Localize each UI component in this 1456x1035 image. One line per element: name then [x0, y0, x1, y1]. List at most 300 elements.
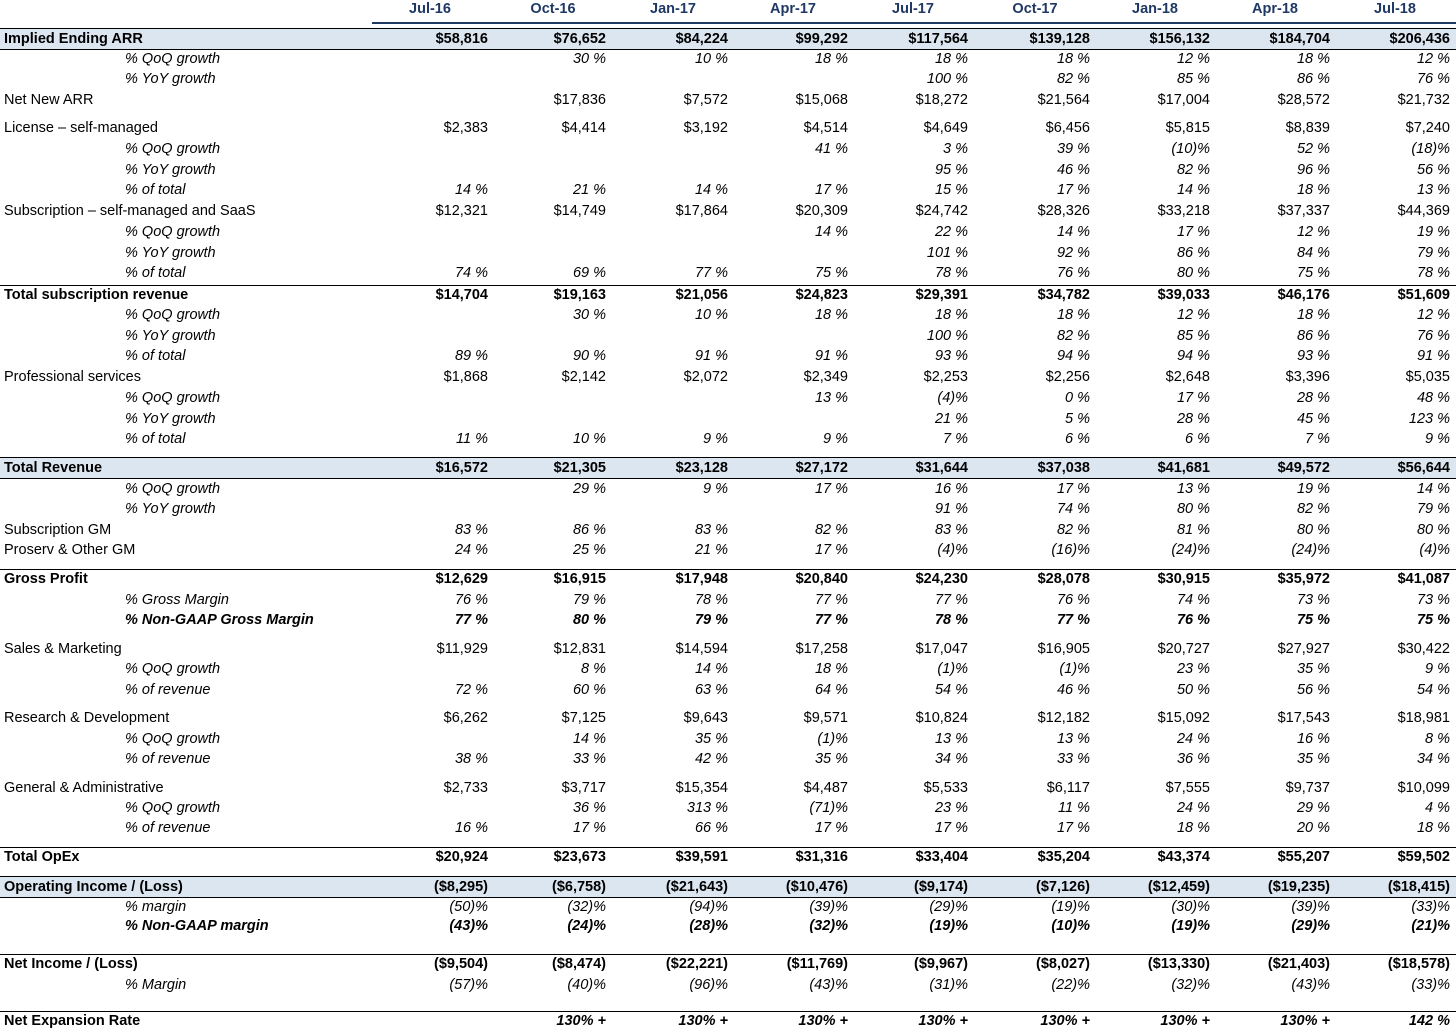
cell-value: 17 %	[1176, 390, 1210, 406]
cell-value: $17,864	[675, 203, 728, 219]
cell-value: 14 %	[814, 224, 848, 240]
cell-value: $59,502	[1397, 849, 1450, 865]
cell-value: 76 %	[454, 592, 488, 608]
table-row	[0, 202, 1456, 223]
cell-value: $28,326	[1037, 203, 1090, 219]
cell-value: $31,644	[915, 460, 968, 476]
cell-value: $21,056	[675, 287, 728, 303]
cell-value: 21 %	[694, 542, 728, 558]
cell-value: 82 %	[1296, 501, 1330, 517]
row-label: % margin	[125, 899, 187, 915]
cell-value: 24 %	[454, 542, 488, 558]
row-label: Net Expansion Rate	[4, 1013, 141, 1029]
cell-value: 79 %	[694, 612, 728, 628]
cell-value: 48 %	[1416, 390, 1450, 406]
cell-value: 18 %	[934, 51, 968, 67]
cell-value: $20,924	[435, 849, 488, 865]
cell-value: 35 %	[694, 731, 728, 747]
cell-value: $15,354	[675, 780, 728, 796]
cell-value: 21 %	[572, 182, 606, 198]
cell-value: $3,396	[1285, 369, 1330, 385]
cell-value: ($9,967)	[913, 956, 968, 972]
cell-value: $46,176	[1277, 287, 1330, 303]
cell-value: (19)%	[1051, 899, 1090, 915]
table-row	[0, 799, 1456, 820]
cell-value: $27,927	[1277, 641, 1330, 657]
cell-value: $5,815	[1165, 120, 1210, 136]
cell-value: $21,305	[553, 460, 606, 476]
cell-value: 28 %	[1296, 390, 1330, 406]
cell-value: 81 %	[1176, 522, 1210, 538]
cell-value: $49,572	[1277, 460, 1330, 476]
cell-value: $4,414	[561, 120, 606, 136]
cell-value: $17,836	[553, 92, 606, 108]
cell-value: (16)%	[1051, 542, 1090, 558]
cell-value: 46 %	[1056, 162, 1090, 178]
cell-value: 64 %	[814, 682, 848, 698]
cell-value: $18,272	[915, 92, 968, 108]
cell-value: ($22,221)	[665, 956, 728, 972]
cell-value: (24)%	[1171, 542, 1210, 558]
cell-value: 86 %	[1296, 328, 1330, 344]
cell-value: $16,572	[435, 460, 488, 476]
cell-value: 41 %	[814, 141, 848, 157]
cell-value: (29)%	[1291, 918, 1330, 934]
table-row	[0, 223, 1456, 244]
cell-value: (94)%	[689, 899, 728, 915]
table-row	[0, 306, 1456, 327]
cell-value: $17,948	[675, 571, 728, 587]
cell-value: $23,128	[675, 460, 728, 476]
table-row	[0, 819, 1456, 840]
cell-value: 76 %	[1416, 71, 1450, 87]
cell-value: $1,868	[443, 369, 488, 385]
cell-value: $37,337	[1277, 203, 1330, 219]
cell-value: ($10,476)	[785, 879, 848, 895]
cell-value: 77 %	[454, 612, 488, 628]
cell-value: 7 %	[1305, 431, 1330, 447]
cell-value: 13 %	[934, 731, 968, 747]
table-row	[0, 327, 1456, 348]
cell-value: 7 %	[943, 431, 968, 447]
cell-value: $28,572	[1277, 92, 1330, 108]
cell-value: $84,224	[675, 31, 728, 47]
cell-value: $17,004	[1157, 92, 1210, 108]
cell-value: 130% +	[678, 1013, 728, 1029]
cell-value: 86 %	[1296, 71, 1330, 87]
cell-value: 130% +	[1160, 1013, 1210, 1029]
cell-value: 4 %	[1425, 800, 1450, 816]
cell-value: $11,929	[436, 641, 488, 657]
cell-value: $31,316	[795, 849, 848, 865]
cell-value: 77 %	[694, 265, 728, 281]
cell-value: 23 %	[934, 800, 968, 816]
table-row	[0, 410, 1456, 431]
cell-value: $14,704	[435, 287, 488, 303]
cell-value: 76 %	[1416, 328, 1450, 344]
cell-value: 74 %	[454, 265, 488, 281]
table-row	[0, 730, 1456, 751]
cell-value: ($8,027)	[1035, 956, 1090, 972]
cell-value: $39,033	[1157, 287, 1210, 303]
table-row	[0, 611, 1456, 632]
cell-value: 66 %	[694, 820, 728, 836]
cell-value: $33,404	[915, 849, 968, 865]
cell-value: 17 %	[934, 820, 968, 836]
cell-value: 78 %	[694, 592, 728, 608]
cell-value: (28)%	[689, 918, 728, 934]
cell-value: $3,717	[561, 780, 606, 796]
cell-value: $6,117	[1046, 780, 1090, 796]
row-label: % Non-GAAP margin	[125, 918, 269, 934]
cell-value: $58,816	[435, 31, 488, 47]
cell-value: 13 %	[1176, 481, 1210, 497]
cell-value: $206,436	[1389, 31, 1450, 47]
cell-value: 91 %	[934, 501, 968, 517]
cell-value: 52 %	[1296, 141, 1330, 157]
cell-value: ($6,758)	[551, 879, 606, 895]
cell-value: $30,915	[1157, 571, 1210, 587]
cell-value: (39)%	[809, 899, 848, 915]
table-row	[0, 681, 1456, 702]
row-label: % QoQ growth	[125, 731, 221, 747]
cell-value: 34 %	[934, 751, 968, 767]
cell-value: 13 %	[1416, 182, 1450, 198]
table-row	[0, 480, 1456, 501]
cell-value: $17,258	[795, 641, 848, 657]
cell-value: $41,681	[1157, 460, 1210, 476]
cell-value: 5 %	[1065, 411, 1090, 427]
cell-value: $16,905	[1037, 641, 1090, 657]
cell-value: 29 %	[1296, 800, 1330, 816]
cell-value: 63 %	[694, 682, 728, 698]
column-header-row	[372, 0, 1456, 24]
column-header: Oct-17	[1012, 1, 1058, 17]
cell-value: 84 %	[1296, 245, 1330, 261]
table-row	[0, 70, 1456, 91]
cell-value: (32)%	[809, 918, 848, 934]
cell-value: 82 %	[814, 522, 848, 538]
cell-value: 17 %	[1056, 820, 1090, 836]
cell-value: 14 %	[454, 182, 488, 198]
cell-value: $7,555	[1165, 780, 1210, 796]
cell-value: 77 %	[814, 612, 848, 628]
cell-value: $37,038	[1037, 460, 1090, 476]
cell-value: 18 %	[1416, 820, 1450, 836]
row-label: % of revenue	[125, 820, 211, 836]
row-label: Subscription – self-managed and SaaS	[4, 203, 256, 219]
cell-value: 93 %	[934, 348, 968, 364]
cell-value: 17 %	[1176, 224, 1210, 240]
cell-value: 91 %	[694, 348, 728, 364]
cell-value: 6 %	[1065, 431, 1090, 447]
cell-value: 85 %	[1176, 71, 1210, 87]
cell-value: 11 %	[1058, 800, 1090, 816]
cell-value: $12,831	[553, 641, 606, 657]
cell-value: 16 %	[934, 481, 968, 497]
cell-value: 3 %	[943, 141, 968, 157]
cell-value: ($8,295)	[433, 879, 488, 895]
cell-value: 73 %	[1416, 592, 1450, 608]
cell-value: $51,609	[1397, 287, 1450, 303]
column-header: Jan-17	[650, 1, 696, 17]
cell-value: 76 %	[1056, 265, 1090, 281]
cell-value: 10 %	[572, 431, 606, 447]
cell-value: $35,204	[1037, 849, 1090, 865]
table-row	[0, 368, 1456, 389]
cell-value: (1)%	[937, 661, 968, 677]
row-label: % QoQ growth	[125, 390, 221, 406]
cell-value: $76,652	[553, 31, 606, 47]
cell-value: 92 %	[1056, 245, 1090, 261]
cell-value: 42 %	[694, 751, 728, 767]
cell-value: 46 %	[1056, 682, 1090, 698]
cell-value: ($21,403)	[1267, 956, 1330, 972]
cell-value: $2,648	[1165, 369, 1210, 385]
cell-value: (32)%	[1171, 977, 1210, 993]
cell-value: 36 %	[572, 800, 606, 816]
cell-value: 13 %	[1056, 731, 1090, 747]
cell-value: 76 %	[1056, 592, 1090, 608]
table-row	[0, 898, 1456, 919]
cell-value: $5,533	[923, 780, 968, 796]
cell-value: 12 %	[1176, 307, 1210, 323]
cell-value: $139,128	[1029, 31, 1090, 47]
cell-value: $19,163	[553, 287, 606, 303]
table-row	[0, 500, 1456, 521]
cell-value: 29 %	[572, 481, 606, 497]
cell-value: 6 %	[1185, 431, 1210, 447]
cell-value: $18,981	[1397, 710, 1450, 726]
cell-value: 313 %	[686, 800, 728, 816]
row-label: % of total	[125, 265, 186, 281]
row-label: Total Revenue	[4, 460, 103, 476]
cell-value: 30 %	[572, 307, 606, 323]
cell-value: 142 %	[1408, 1013, 1450, 1029]
cell-value: ($12,459)	[1147, 879, 1210, 895]
cell-value: $27,172	[795, 460, 848, 476]
cell-value: $2,349	[803, 369, 848, 385]
cell-value: 14 %	[1176, 182, 1210, 198]
table-row	[0, 285, 1456, 306]
cell-value: $41,087	[1397, 571, 1450, 587]
table-row	[0, 876, 1456, 898]
cell-value: 17 %	[814, 182, 848, 198]
cell-value: ($9,504)	[433, 956, 488, 972]
cell-value: 82 %	[1176, 162, 1210, 178]
row-label: Professional services	[4, 369, 141, 385]
table-row	[0, 140, 1456, 161]
cell-value: 18 %	[1296, 182, 1330, 198]
cell-value: 28 %	[1176, 411, 1210, 427]
table-row	[0, 521, 1456, 542]
cell-value: (96)%	[689, 977, 728, 993]
cell-value: $4,487	[803, 780, 848, 796]
cell-value: 89 %	[454, 348, 488, 364]
row-label: % YoY growth	[125, 71, 216, 87]
cell-value: $17,543	[1277, 710, 1330, 726]
cell-value: (33)%	[1411, 899, 1450, 915]
cell-value: 96 %	[1296, 162, 1330, 178]
cell-value: $14,749	[553, 203, 606, 219]
cell-value: $2,256	[1045, 369, 1090, 385]
cell-value: (19)%	[1171, 918, 1210, 934]
cell-value: 80 %	[572, 612, 606, 628]
cell-value: 30 %	[572, 51, 606, 67]
cell-value: $9,571	[803, 710, 848, 726]
cell-value: $2,733	[443, 780, 488, 796]
cell-value: 9 %	[1425, 661, 1450, 677]
cell-value: 18 %	[814, 307, 848, 323]
cell-value: $30,422	[1397, 641, 1450, 657]
cell-value: 74 %	[1176, 592, 1210, 608]
cell-value: (32)%	[567, 899, 606, 915]
cell-value: $15,068	[795, 92, 848, 108]
cell-value: 36 %	[1176, 751, 1210, 767]
cell-value: $99,292	[795, 31, 848, 47]
cell-value: ($11,769)	[786, 956, 848, 972]
cell-value: 56 %	[1296, 682, 1330, 698]
row-label: % of total	[125, 431, 186, 447]
cell-value: 17 %	[572, 820, 606, 836]
cell-value: 94 %	[1176, 348, 1210, 364]
row-label: % of revenue	[125, 751, 211, 767]
cell-value: 86 %	[572, 522, 606, 538]
cell-value: $6,262	[443, 710, 488, 726]
cell-value: 45 %	[1296, 411, 1330, 427]
cell-value: $12,182	[1037, 710, 1090, 726]
cell-value: 19 %	[1416, 224, 1450, 240]
cell-value: 80 %	[1416, 522, 1450, 538]
cell-value: 14 %	[694, 661, 728, 677]
table-row	[0, 709, 1456, 730]
cell-value: $156,132	[1149, 31, 1210, 47]
cell-value: $35,972	[1277, 571, 1330, 587]
cell-value: (43)%	[809, 977, 848, 993]
cell-value: (57)%	[449, 977, 488, 993]
cell-value: (50)%	[449, 899, 488, 915]
cell-value: 130% +	[1040, 1013, 1090, 1029]
cell-value: 17 %	[1056, 182, 1090, 198]
cell-value: 60 %	[572, 682, 606, 698]
table-row	[0, 976, 1456, 997]
cell-value: $8,839	[1285, 120, 1330, 136]
row-label: % of revenue	[125, 682, 211, 698]
row-label: % YoY growth	[125, 501, 216, 517]
cell-value: 15 %	[934, 182, 968, 198]
cell-value: 17 %	[1056, 481, 1090, 497]
cell-value: $33,218	[1157, 203, 1210, 219]
cell-value: 16 %	[454, 820, 488, 836]
cell-value: 11 %	[456, 431, 488, 447]
cell-value: 85 %	[1176, 328, 1210, 344]
cell-value: $55,207	[1277, 849, 1330, 865]
cell-value: $12,629	[435, 571, 488, 587]
cell-value: 35 %	[1296, 661, 1330, 677]
cell-value: 35 %	[1296, 751, 1330, 767]
cell-value: (39)%	[1291, 899, 1330, 915]
cell-value: 8 %	[1425, 731, 1450, 747]
row-label: Total OpEx	[4, 849, 80, 865]
cell-value: 95 %	[934, 162, 968, 178]
cell-value: 0 %	[1065, 390, 1090, 406]
cell-value: $9,643	[683, 710, 728, 726]
cell-value: 130% +	[918, 1013, 968, 1029]
cell-value: 9 %	[1425, 431, 1450, 447]
cell-value: 33 %	[1056, 751, 1090, 767]
table-row	[0, 28, 1456, 50]
cell-value: 12 %	[1176, 51, 1210, 67]
cell-value: 75 %	[814, 265, 848, 281]
cell-value: ($13,330)	[1147, 956, 1210, 972]
table-row	[0, 640, 1456, 661]
cell-value: $15,092	[1157, 710, 1210, 726]
row-label: Sales & Marketing	[4, 641, 122, 657]
table-row	[0, 161, 1456, 182]
cell-value: 17 %	[814, 820, 848, 836]
cell-value: 33 %	[572, 751, 606, 767]
row-label: Operating Income / (Loss)	[4, 879, 183, 895]
cell-value: 54 %	[1416, 682, 1450, 698]
cell-value: (33)%	[1411, 977, 1450, 993]
row-label: Net New ARR	[4, 92, 94, 108]
cell-value: (43)%	[449, 918, 488, 934]
cell-value: 130% +	[556, 1013, 606, 1029]
cell-value: 72 %	[454, 682, 488, 698]
table-row	[0, 917, 1456, 938]
row-label: % QoQ growth	[125, 141, 221, 157]
cell-value: 79 %	[1416, 245, 1450, 261]
cell-value: $2,253	[923, 369, 968, 385]
cell-value: $12,321	[435, 203, 488, 219]
row-label: % QoQ growth	[125, 51, 221, 67]
table-row	[0, 91, 1456, 112]
cell-value: $7,125	[561, 710, 606, 726]
column-header: Apr-17	[770, 1, 816, 17]
cell-value: ($8,474)	[551, 956, 606, 972]
cell-value: 54 %	[934, 682, 968, 698]
cell-value: 77 %	[934, 592, 968, 608]
cell-value: 101 %	[926, 245, 968, 261]
cell-value: $14,594	[675, 641, 728, 657]
cell-value: (43)%	[1291, 977, 1330, 993]
cell-value: 91 %	[814, 348, 848, 364]
row-label: % Non-GAAP Gross Margin	[125, 612, 314, 628]
column-header: Jan-18	[1132, 1, 1178, 17]
cell-value: 18 %	[1296, 51, 1330, 67]
cell-value: $34,782	[1037, 287, 1090, 303]
cell-value: 14 %	[572, 731, 606, 747]
table-row	[0, 954, 1456, 975]
cell-value: 13 %	[814, 390, 848, 406]
cell-value: 75 %	[1296, 265, 1330, 281]
cell-value: 10 %	[694, 307, 728, 323]
cell-value: $10,824	[915, 710, 968, 726]
cell-value: 18 %	[1056, 51, 1090, 67]
cell-value: $6,456	[1045, 120, 1090, 136]
cell-value: $10,099	[1397, 780, 1450, 796]
cell-value: 78 %	[934, 612, 968, 628]
table-row	[0, 457, 1456, 479]
cell-value: 100 %	[926, 71, 968, 87]
cell-value: 82 %	[1056, 328, 1090, 344]
cell-value: 21 %	[934, 411, 968, 427]
row-label: General & Administrative	[4, 780, 164, 796]
cell-value: $9,737	[1285, 780, 1330, 796]
cell-value: 8 %	[581, 661, 606, 677]
cell-value: 78 %	[934, 265, 968, 281]
cell-value: $2,383	[443, 120, 488, 136]
